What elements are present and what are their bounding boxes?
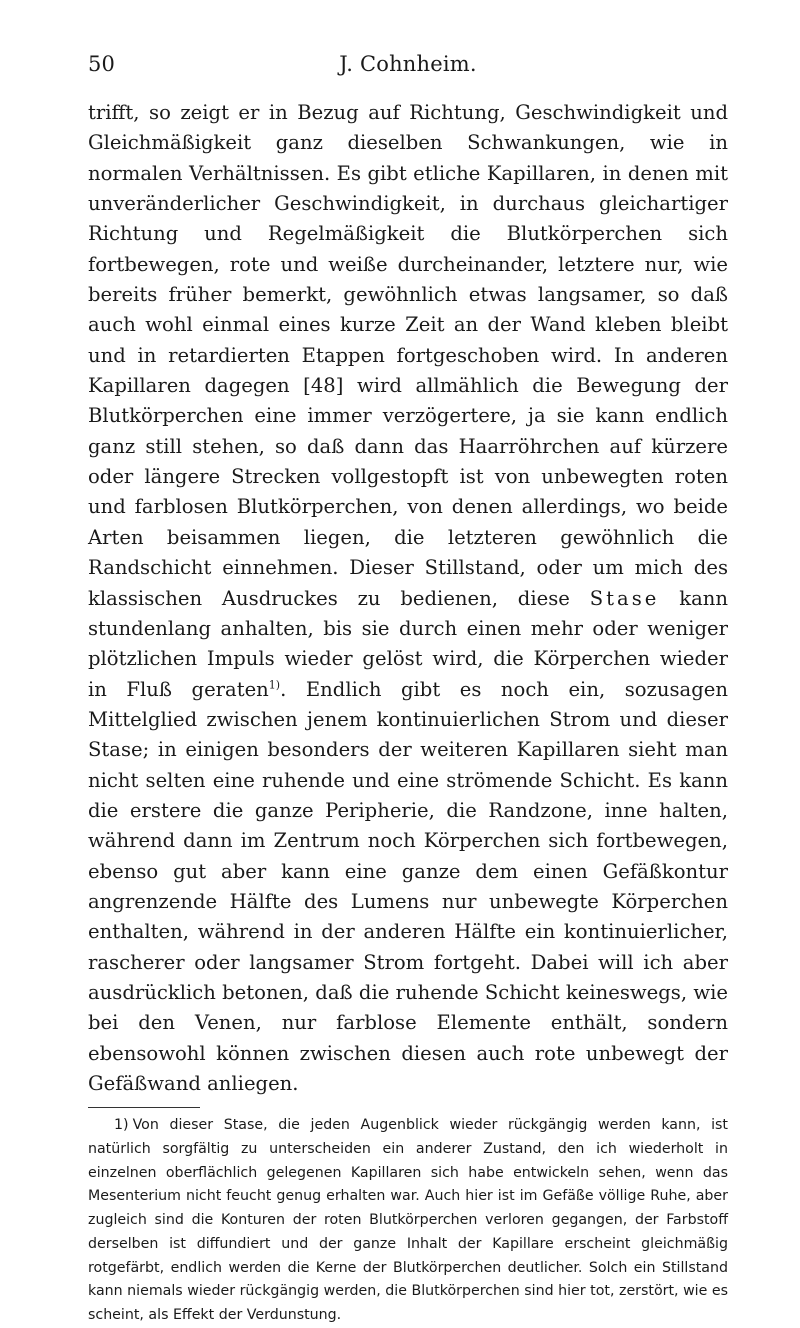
body-text-part-3: . Endlich gibt es noch ein, sozusagen Mittelglied zwischen jenem kontinuierlichen Strom und dieser Stase; in einigen besonders der weiteren Kapillaren sieht man nicht selten eine ruhende und eine strömende Schicht. Es kann die erstere die ganze Peripherie, die Randzone, inne halten, während dann im Zentrum noch Körperchen sich fortbewegen, ebenso gut aber kann eine ganze dem einen Gefäßkontur angrenzende Hälfte des Lumens nur unbewegte Körperchen enthalten, während in der anderen Hälfte ein kontinuierlicher, rascherer oder langsamer Strom fortgeht. Dabei will ich aber ausdrücklich betonen, daß die ruhende Schicht keineswegs, wie bei den Venen, nur farblose Elemente enthält, sondern ebensowohl können zwischen diesen auch rote unbewegt der Gefäßwand anliegen.: [88, 677, 728, 1095]
body-text-part-2: kann stundenlang anhalten, bis sie durch einen mehr oder weniger plötzlichen Impuls wieder gelöst wird, die Körperchen wieder in Fluß geraten: [88, 586, 728, 701]
body-text-part-1: trifft, so zeigt er in Bezug auf Richtung, Geschwindigkeit und Gleichmäßigkeit ganz dieselben Schwankungen, wie in normalen Verhältnissen. Es gibt etliche Kapillaren, in denen mit unveränderlicher Geschwindigkeit, in durchaus gleichartiger Richtung und Regelmäßigkeit die Blutkörperchen sich fortbewegen, rote und weiße durcheinander, letztere nur, wie bereits früher bemerkt, gewöhnlich etwas langsamer, so daß auch wohl einmal eines kurze Zeit an der Wand kleben bleibt und in retardierten Etappen fortgeschoben wird. In anderen Kapillaren dagegen [48] wird allmählich die Bewegung der Blutkörperchen eine immer verzögertere, ja sie kann endlich ganz still stehen, so daß dann das Haarröhrchen auf kürzere oder längere Strecken vollgestopft ist von unbewegten roten und farblosen Blutkörperchen, von denen allerdings, wo beide Arten beisammen liegen, die letzteren gewöhnlich die Randschicht einnehmen. Dieser Stillstand, oder um mich des klassischen Ausdruckes zu bedienen, diese: [88, 101, 728, 610]
page-header: [88, 52, 728, 86]
emphasized-term: Stase: [589, 586, 660, 610]
footnote-marker: 1): [114, 1117, 129, 1134]
running-title: J. Cohnheim.: [339, 52, 477, 76]
footnote-divider: [88, 1107, 200, 1108]
footnote-reference: 1): [268, 678, 281, 691]
body-paragraph: [88, 98, 728, 1099]
page-number: 50: [88, 52, 116, 76]
footnote: [88, 1114, 728, 1327]
book-page: [88, 52, 728, 1328]
footnote-text: Von dieser Stase, die jeden Augenblick wieder rückgängig werden kann, ist natürlich sorgfältig zu unterscheiden ein anderer Zustand, den ich wiederholt in einzelnen oberflächlich gelegenen Kapillaren sich habe entwickeln sehen, wenn das Mesenterium nicht feucht genug erhalten war. Auch hier ist im Gefäße völlige Ruhe, aber zugleich sind die Konturen der roten Blutkörperchen verloren gegangen, der Farbstoff derselben ist diffundiert und der ganze Inhalt der Kapillare erscheint gleichmäßig rotgefärbt, endlich werden die Kerne der Blutkörperchen deutlicher. Solch ein Stillstand kann niemals wieder rückgängig werden, die Blutkörperchen sind hier tot, zerstört, wie es scheint, als Effekt der Verdunstung.: [88, 1117, 728, 1323]
